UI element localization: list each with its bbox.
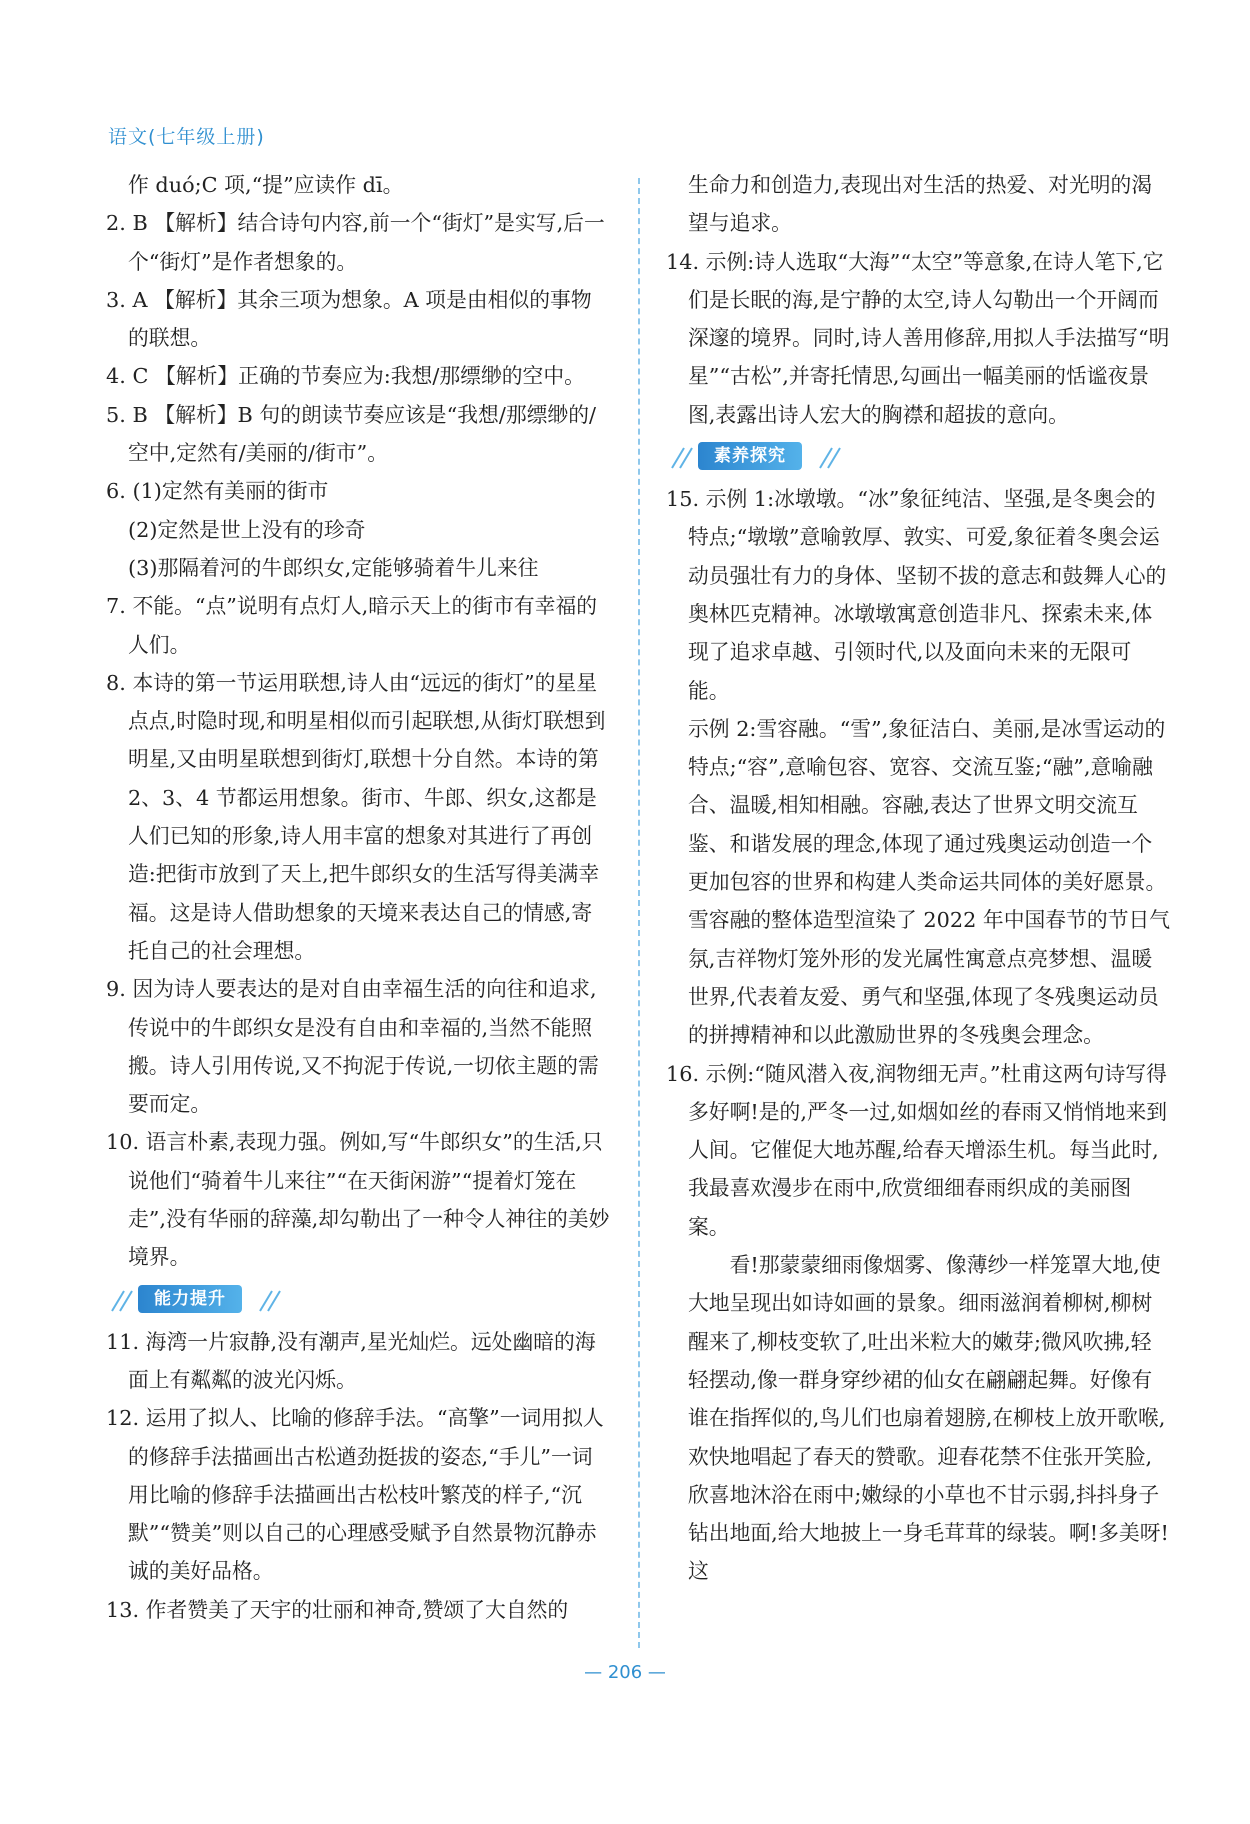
answer-8: 8. 本诗的第一节运用联想,诗人由“远远的街灯”的星星点点,时隐时现,和明星相似而引起联想,从街灯联想到明星,又由明星联想到街灯,联想十分自然。本诗的第 2、3、4 节都运用想象。街市、牛郎、织女,这都是人们已知的形象,诗人用丰富的想象对其进行了再创造:把街市放到了天上,把牛郎织女的生活写得美满幸福。这是诗人借助想象的天境来表达自己的情感,寄托自己的社会理想。: [106, 670, 606, 963]
answer-12: 12. 运用了拟人、比喻的修辞手法。“高擎”一词用拟人的修辞手法描画出古松遒劲挺拔的姿态,“手儿”一词用比喻的修辞手法描画出古松枝叶繁茂的样子,“沉默”“赞美”则以自己的心理感受赋予自然景物沉静赤诚的美好品格。: [106, 1406, 604, 1584]
answer-6-part2: (2)定然是世上没有的珍奇: [128, 517, 366, 542]
answer-15-example1: 15. 示例 1:冰墩墩。“冰”象征纯洁、坚强,是冬奥会的特点;“墩墩”意喻敦厚、敦实、可爱,象征着冬奥会运动员强壮有力的身体、坚韧不拔的意志和鼓舞人心的奥林匹克精神。冰墩墩寓意创造非凡、探索未来,体现了追求卓越、引领时代,以及面向未来的无限可能。: [666, 487, 1167, 703]
answer-13-continuation: 生命力和创造力,表现出对生活的热爱、对光明的渴望与追求。: [688, 173, 1153, 236]
section-heading-literacy: [668, 436, 1171, 476]
page-number: — 206 —: [584, 1662, 666, 1683]
slash-decoration-icon: [816, 442, 846, 472]
section-heading-ability: [108, 1279, 611, 1319]
slash-decoration-icon: [256, 1285, 286, 1315]
answer-11: 11. 海湾一片寂静,没有潮声,星光灿烂。远处幽暗的海面上有粼粼的波光闪烁。: [106, 1329, 596, 1392]
answer-16-paragraph2: 看!那蒙蒙细雨像烟雾、像薄纱一样笼罩大地,使大地呈现出如诗如画的景象。细雨滋润着柳树,柳树醒来了,柳枝变软了,吐出米粒大的嫩芽;微风吹拂,轻轻摆动,像一群身穿纱裙的仙女在翩翩起舞。好像有谁在指挥似的,鸟儿们也扇着翅膀,在柳枝上放开歌喉,欢快地唱起了春天的赞歌。迎春花禁不住张开笑脸,欣喜地沐浴在雨中;嫩绿的小草也不甘示弱,抖抖身子钻出地面,给大地披上一身毛茸茸的绿装。啊!多美呀!这: [688, 1253, 1169, 1584]
section-label: 能力提升: [138, 1285, 242, 1313]
slash-decoration-icon: [108, 1285, 138, 1315]
answer-3: 3. A 【解析】其余三项为想象。A 项是由相似的事物的联想。: [106, 287, 592, 351]
answer-4: 4. C 【解析】正确的节奏应为:我想/那缥缈的空中。: [106, 364, 585, 389]
answer-14: 14. 示例:诗人选取“大海”“太空”等意象,在诗人笔下,它们是长眠的海,是宁静的太空,诗人勾勒出一个开阔而深邃的境界。同时,诗人善用修辞,用拟人手法描写“明星”“古松”,并寄托情思,勾画出一幅美丽的恬谧夜景图,表露出诗人宏大的胸襟和超拔的意向。: [666, 249, 1170, 427]
answer-10: 10. 语言朴素,表现力强。例如,写“牛郎织女”的生活,只说他们“骑着牛儿来往”“在天街闲游”“提着灯笼在走”,没有华丽的辞藻,却勾勒出了一种令人神往的美妙境界。: [106, 1130, 610, 1270]
answer-6-part3: (3)那隔着河的牛郎织女,定能够骑着牛儿来往: [128, 555, 539, 580]
slash-decoration-icon: [668, 442, 698, 472]
answer-6-part1: 6. (1)定然有美丽的街市: [106, 479, 329, 504]
running-header: 语文(七年级上册): [108, 126, 265, 148]
column-divider: [638, 178, 640, 1648]
answer-5: 5. B 【解析】B 句的朗读节奏应该是“我想/那缥缈的/空中,定然有/美丽的/街市”。: [106, 402, 597, 466]
answer-16: 16. 示例:“随风潜入夜,润物细无声。”杜甫这两句诗写得多好啊!是的,严冬一过,如烟如丝的春雨又悄悄地来到人间。它催促大地苏醒,给春天增添生机。每当此时,我最喜欢漫步在雨中,欣赏细细春雨织成的美丽图案。: [666, 1061, 1168, 1239]
answer-15-example2: 示例 2:雪容融。“雪”,象征洁白、美丽,是冰雪运动的特点;“容”,意喻包容、宽容、交流互鉴;“融”,意喻融合、温暖,相知相融。容融,表达了世界文明交流互鉴、和谐发展的理念,体现了通过残奥运动创造一个更加包容的世界和构建人类命运共同体的美好愿景。雪容融的整体造型渲染了 2022 年中国春节的节日气氛,吉祥物灯笼外形的发光属性寓意点亮梦想、温暖世界,代表着友爱、勇气和坚强,体现了冬残奥运动员的拼搏精神和以此激励世界的冬残奥会理念。: [688, 716, 1171, 1048]
answer-13: 13. 作者赞美了天宇的壮丽和神奇,赞颂了大自然的: [106, 1597, 569, 1622]
section-label: 素养探究: [698, 442, 802, 470]
left-column: [106, 166, 611, 1629]
answer-9: 9. 因为诗人要表达的是对自由幸福生活的向往和追求,传说中的牛郎织女是没有自由和幸福的,当然不能照搬。诗人引用传说,又不拘泥于传说,一切依主题的需要而定。: [106, 977, 599, 1117]
answer-2: 2. B 【解析】结合诗句内容,前一个“街灯”是实写,后一个“街灯”是作者想象的。: [106, 211, 605, 274]
answer-7: 7. 不能。“点”说明有点灯人,暗示天上的街市有幸福的人们。: [106, 594, 598, 657]
right-column: [666, 166, 1171, 1591]
answer-continuation: 作 duó;C 项,“提”应读作 dī。: [128, 173, 404, 197]
